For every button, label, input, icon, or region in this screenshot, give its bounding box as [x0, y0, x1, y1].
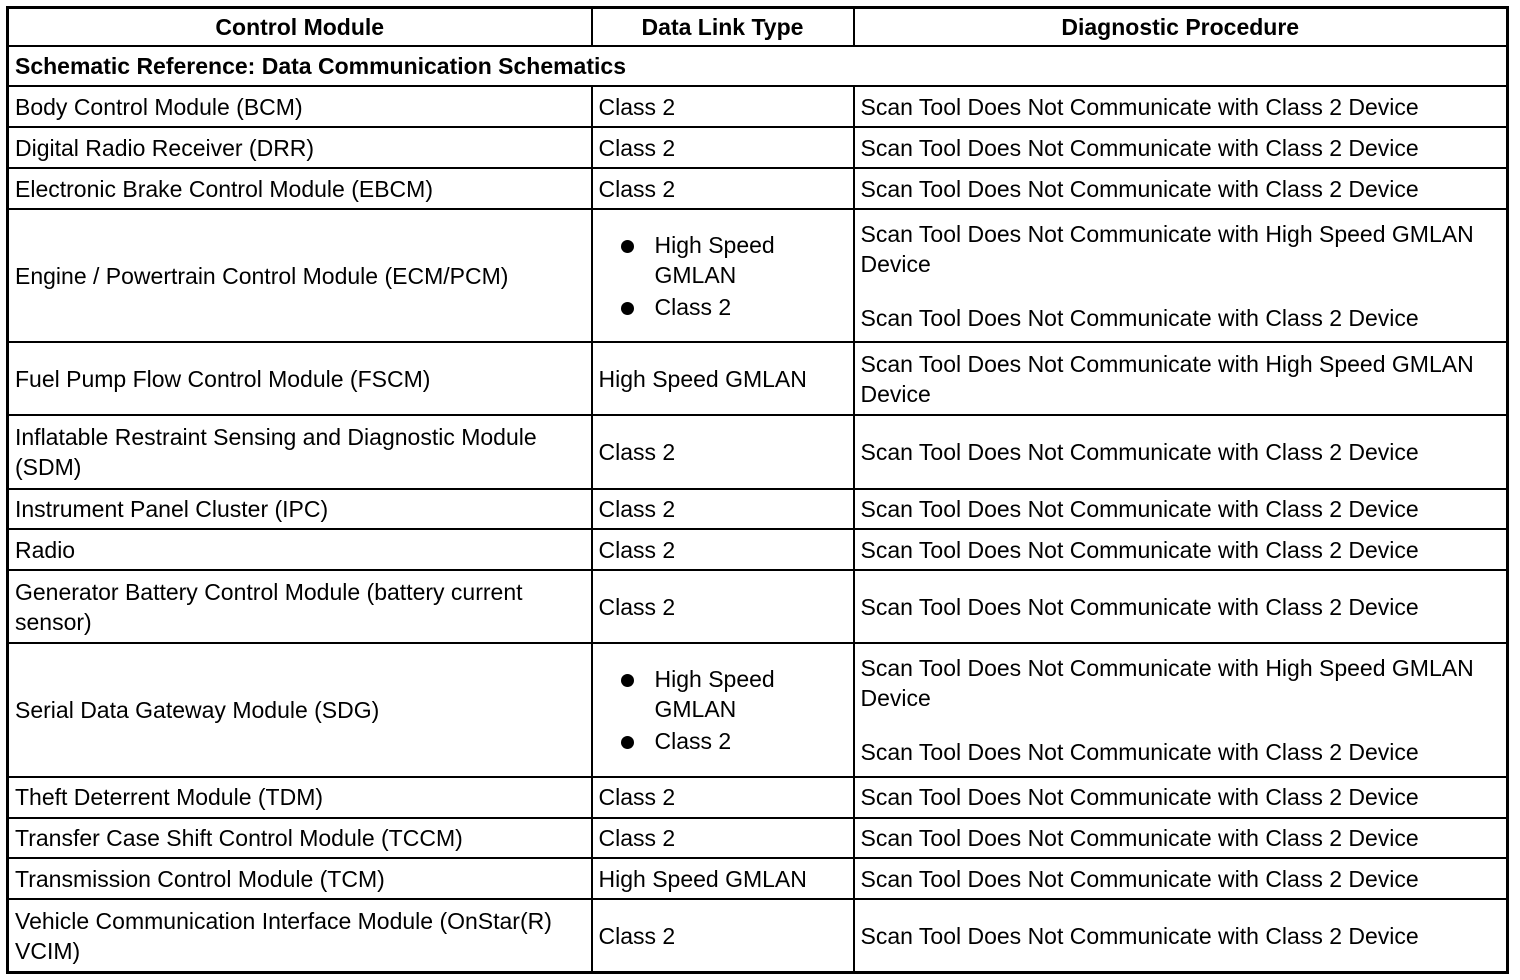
control-module-table: [6, 6, 1509, 974]
table-row: [8, 643, 1508, 776]
link-cell: Class 2: [592, 168, 854, 209]
procedure-line: Scan Tool Does Not Communicate with High Speed GMLAN Device: [860, 655, 1474, 712]
procedure-cell: Scan Tool Does Not Communicate with Class 2 Device: [854, 899, 1508, 972]
table-row: [8, 342, 1508, 415]
procedure-cell: Scan Tool Does Not Communicate with Class 2 Device: [854, 570, 1508, 643]
link-cell: High Speed GMLAN: [592, 342, 854, 415]
module-cell: Transfer Case Shift Control Module (TCCM): [8, 818, 592, 859]
module-cell: Transmission Control Module (TCM): [8, 858, 592, 899]
procedure-cell: [854, 643, 1508, 776]
module-cell: Body Control Module (BCM): [8, 86, 592, 127]
link-cell: Class 2: [592, 86, 854, 127]
module-cell: Electronic Brake Control Module (EBCM): [8, 168, 592, 209]
module-cell: Fuel Pump Flow Control Module (FSCM): [8, 342, 592, 415]
procedure-cell: Scan Tool Does Not Communicate with Class 2 Device: [854, 168, 1508, 209]
link-list-item: [617, 664, 847, 724]
module-cell: Radio: [8, 529, 592, 570]
link-cell: Class 2: [592, 570, 854, 643]
table-row: [8, 168, 1508, 209]
procedure-cell: Scan Tool Does Not Communicate with Class 2 Device: [854, 858, 1508, 899]
procedure-line: Scan Tool Does Not Communicate with High Speed GMLAN Device: [860, 220, 1474, 277]
module-cell: Generator Battery Control Module (battery current sensor): [8, 570, 592, 643]
bullet-icon: [621, 674, 634, 687]
module-cell: Inflatable Restraint Sensing and Diagnostic Module (SDM): [8, 415, 592, 488]
bullet-icon: [621, 736, 634, 749]
link-list-item: [617, 726, 847, 756]
table-row: [8, 777, 1508, 818]
link-label: Class 2: [654, 293, 732, 320]
table-row: [8, 209, 1508, 342]
module-cell: Vehicle Communication Interface Module (OnStar(R) VCIM): [8, 899, 592, 972]
table-row: [8, 529, 1508, 570]
procedure-cell: Scan Tool Does Not Communicate with Class 2 Device: [854, 529, 1508, 570]
header-diagnostic-procedure: Diagnostic Procedure: [854, 8, 1508, 46]
link-cell: Class 2: [592, 489, 854, 530]
bullet-icon: [621, 302, 634, 315]
link-label: High Speed GMLAN: [654, 231, 775, 288]
link-cell: [592, 643, 854, 776]
header-row: [8, 8, 1508, 46]
procedure-cell: Scan Tool Does Not Communicate with Class 2 Device: [854, 818, 1508, 859]
link-label: High Speed GMLAN: [654, 666, 775, 723]
procedure-cell: [854, 209, 1508, 342]
module-cell: Serial Data Gateway Module (SDG): [8, 643, 592, 776]
procedure-cell: Scan Tool Does Not Communicate with Class 2 Device: [854, 127, 1508, 168]
link-list: [599, 230, 847, 322]
link-cell: Class 2: [592, 127, 854, 168]
link-cell: Class 2: [592, 415, 854, 488]
module-cell: Digital Radio Receiver (DRR): [8, 127, 592, 168]
module-cell: Theft Deterrent Module (TDM): [8, 777, 592, 818]
procedure-cell: Scan Tool Does Not Communicate with High Speed GMLAN Device: [854, 342, 1508, 415]
link-label: Class 2: [654, 728, 732, 755]
table-row: [8, 899, 1508, 972]
table-row: [8, 86, 1508, 127]
procedure-cell: Scan Tool Does Not Communicate with Class 2 Device: [854, 86, 1508, 127]
schematic-reference: Schematic Reference: Data Communication Schematics: [8, 46, 1508, 87]
table-row: [8, 858, 1508, 899]
header-data-link-type: Data Link Type: [592, 8, 854, 46]
link-list: [599, 664, 847, 756]
procedure-cell: Scan Tool Does Not Communicate with Class 2 Device: [854, 777, 1508, 818]
link-list-item: [617, 230, 847, 290]
procedure-line: Scan Tool Does Not Communicate with Class 2 Device: [860, 304, 1419, 331]
link-cell: Class 2: [592, 777, 854, 818]
header-control-module: Control Module: [8, 8, 592, 46]
link-cell: High Speed GMLAN: [592, 858, 854, 899]
table-row: [8, 415, 1508, 488]
procedure-line: Scan Tool Does Not Communicate with Class 2 Device: [860, 739, 1419, 766]
section-row: [8, 46, 1508, 87]
table-row: [8, 818, 1508, 859]
link-cell: Class 2: [592, 818, 854, 859]
link-list-item: [617, 292, 847, 322]
table-row: [8, 127, 1508, 168]
procedure-cell: Scan Tool Does Not Communicate with Class 2 Device: [854, 489, 1508, 530]
procedure-cell: Scan Tool Does Not Communicate with Class 2 Device: [854, 415, 1508, 488]
link-cell: Class 2: [592, 899, 854, 972]
table-row: [8, 489, 1508, 530]
table-row: [8, 570, 1508, 643]
module-cell: Engine / Powertrain Control Module (ECM/PCM): [8, 209, 592, 342]
module-cell: Instrument Panel Cluster (IPC): [8, 489, 592, 530]
link-cell: [592, 209, 854, 342]
link-cell: Class 2: [592, 529, 854, 570]
bullet-icon: [621, 240, 634, 253]
